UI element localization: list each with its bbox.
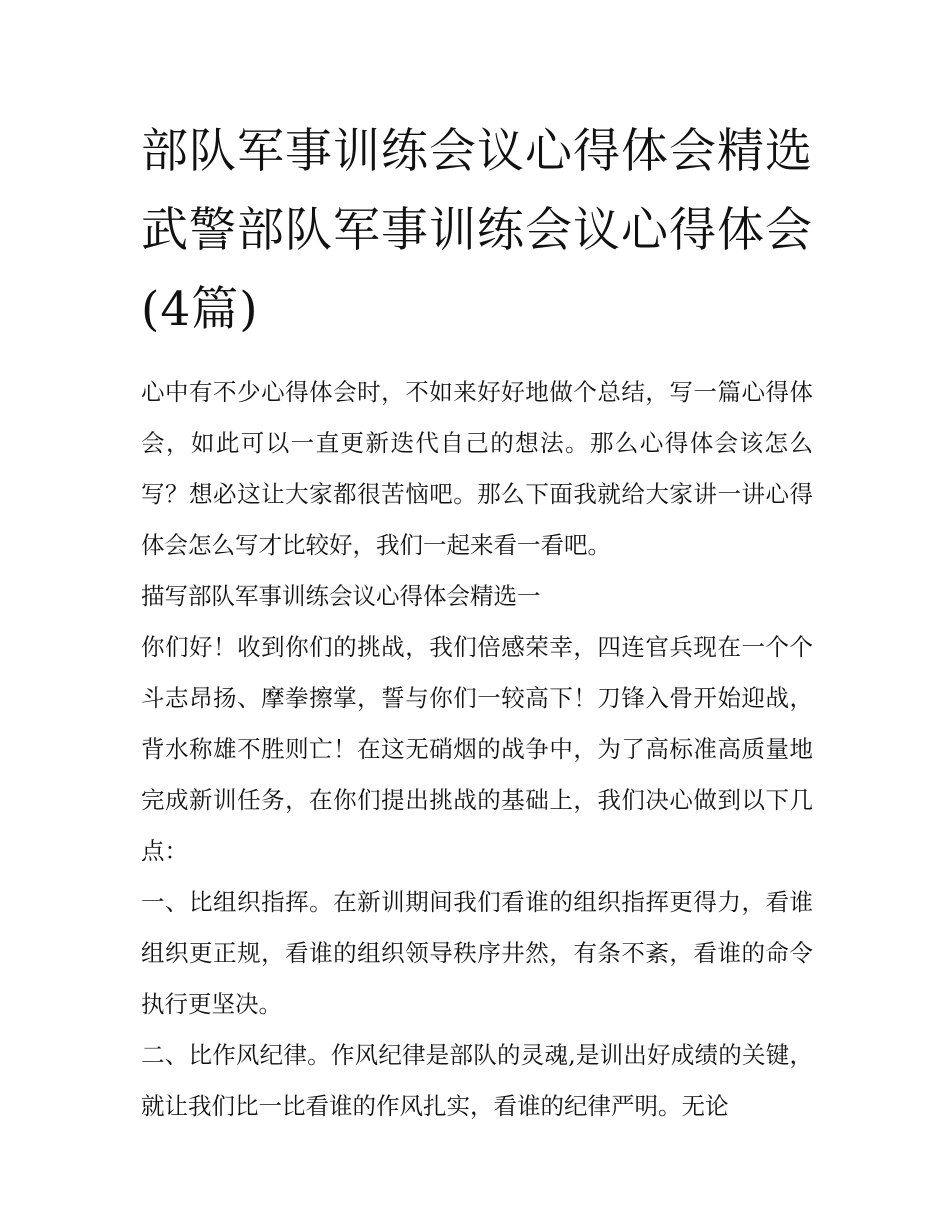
- body-paragraph: 二、比作风纪律。作风纪律是部队的灵魂,是训出好成绩的关键，就让我们比一比看谁的作风扎实，看谁的纪律严明。无论: [141, 1041, 813, 1120]
- intro-paragraph: 心中有不少心得体会时，不如来好好地做个总结，写一篇心得体会，如此可以一直更新迭代自己的想法。那么心得体会该怎么写？想必这让大家都很苦恼吧。那么下面我就给大家讲一讲心得体会怎么写才比较好，我们一起来看一看吧。: [141, 378, 813, 559]
- body-paragraph: 一、比组织指挥。在新训期间我们看谁的组织指挥更得力，看谁组织更正规，看谁的组织领导秩序井然，有条不紊，看谁的命令执行更坚决。: [141, 888, 813, 1018]
- document-title: 部队军事训练会议心得体会精选 武警部队军事训练会议心得体会(4篇): [141, 124, 813, 337]
- document-body: [141, 112, 813, 1132]
- body-paragraph: 你们好！收到你们的挑战，我们倍感荣幸，四连官兵现在一个个斗志昂扬、摩拳擦掌，誓与你们一较高下！刀锋入骨开始迎战，背水称雄不胜则亡！在这无硝烟的战争中，为了高标准高质量地完成新训任务，在你们提出挑战的基础上，我们决心做到以下几点：: [141, 633, 813, 865]
- section-heading: 描写部队军事训练会议心得体会精选一: [141, 582, 541, 610]
